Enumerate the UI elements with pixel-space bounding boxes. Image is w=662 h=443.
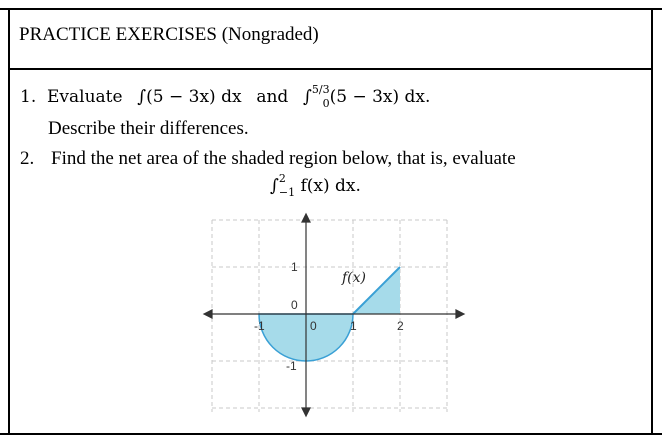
top-border [0, 8, 662, 10]
exercise-1-line-2: Describe their differences. [48, 118, 249, 139]
x-tick-0: 0 [310, 319, 317, 333]
exercise-2-text: Find the net area of the shaded region below, that is, evaluate [51, 148, 516, 169]
exercise-2-integral: ∫$^2_{-1}$ f(x) dx. [270, 172, 361, 199]
integral-2-upper-limit: 5/3 [311, 83, 330, 96]
integral-body: f(x) dx. [300, 176, 361, 196]
exercise-1-integral-2: ∫$^{5/3}_0$(5 − 3x) dx. [303, 83, 431, 110]
y-tick-0: 0 [291, 298, 298, 312]
right-border [651, 8, 653, 435]
integral-2-lower-limit: 0 [322, 97, 330, 110]
integral-lower-limit: −1 [278, 186, 296, 199]
exercise-1-prefix: Evaluate [46, 87, 123, 107]
exercise-1-connector: and [256, 87, 289, 107]
y-tick-1: 1 [291, 260, 298, 274]
exercise-2-number: 2. [20, 148, 35, 169]
page-title: PRACTICE EXERCISES (Nongraded) [19, 24, 319, 45]
exercise-1-integral-1: ∫(5 − 3x) dx [137, 87, 242, 107]
y-tick-neg1: -1 [286, 359, 297, 373]
exercise-1-line-1 [20, 83, 431, 110]
function-label: f(x) [342, 270, 367, 286]
exercise-1-number: 1. [20, 87, 37, 107]
bottom-border [0, 433, 662, 435]
x-tick-1: 1 [350, 319, 357, 333]
integral-upper-limit: 2 [278, 172, 286, 185]
exercise-2-line-1 [20, 148, 516, 170]
x-tick-2: 2 [397, 319, 404, 333]
function-graph [200, 212, 470, 420]
x-tick-neg1: -1 [254, 319, 265, 333]
integral-2-body: (5 − 3x) dx. [329, 87, 431, 107]
header-divider [8, 68, 653, 70]
left-border [8, 8, 10, 435]
